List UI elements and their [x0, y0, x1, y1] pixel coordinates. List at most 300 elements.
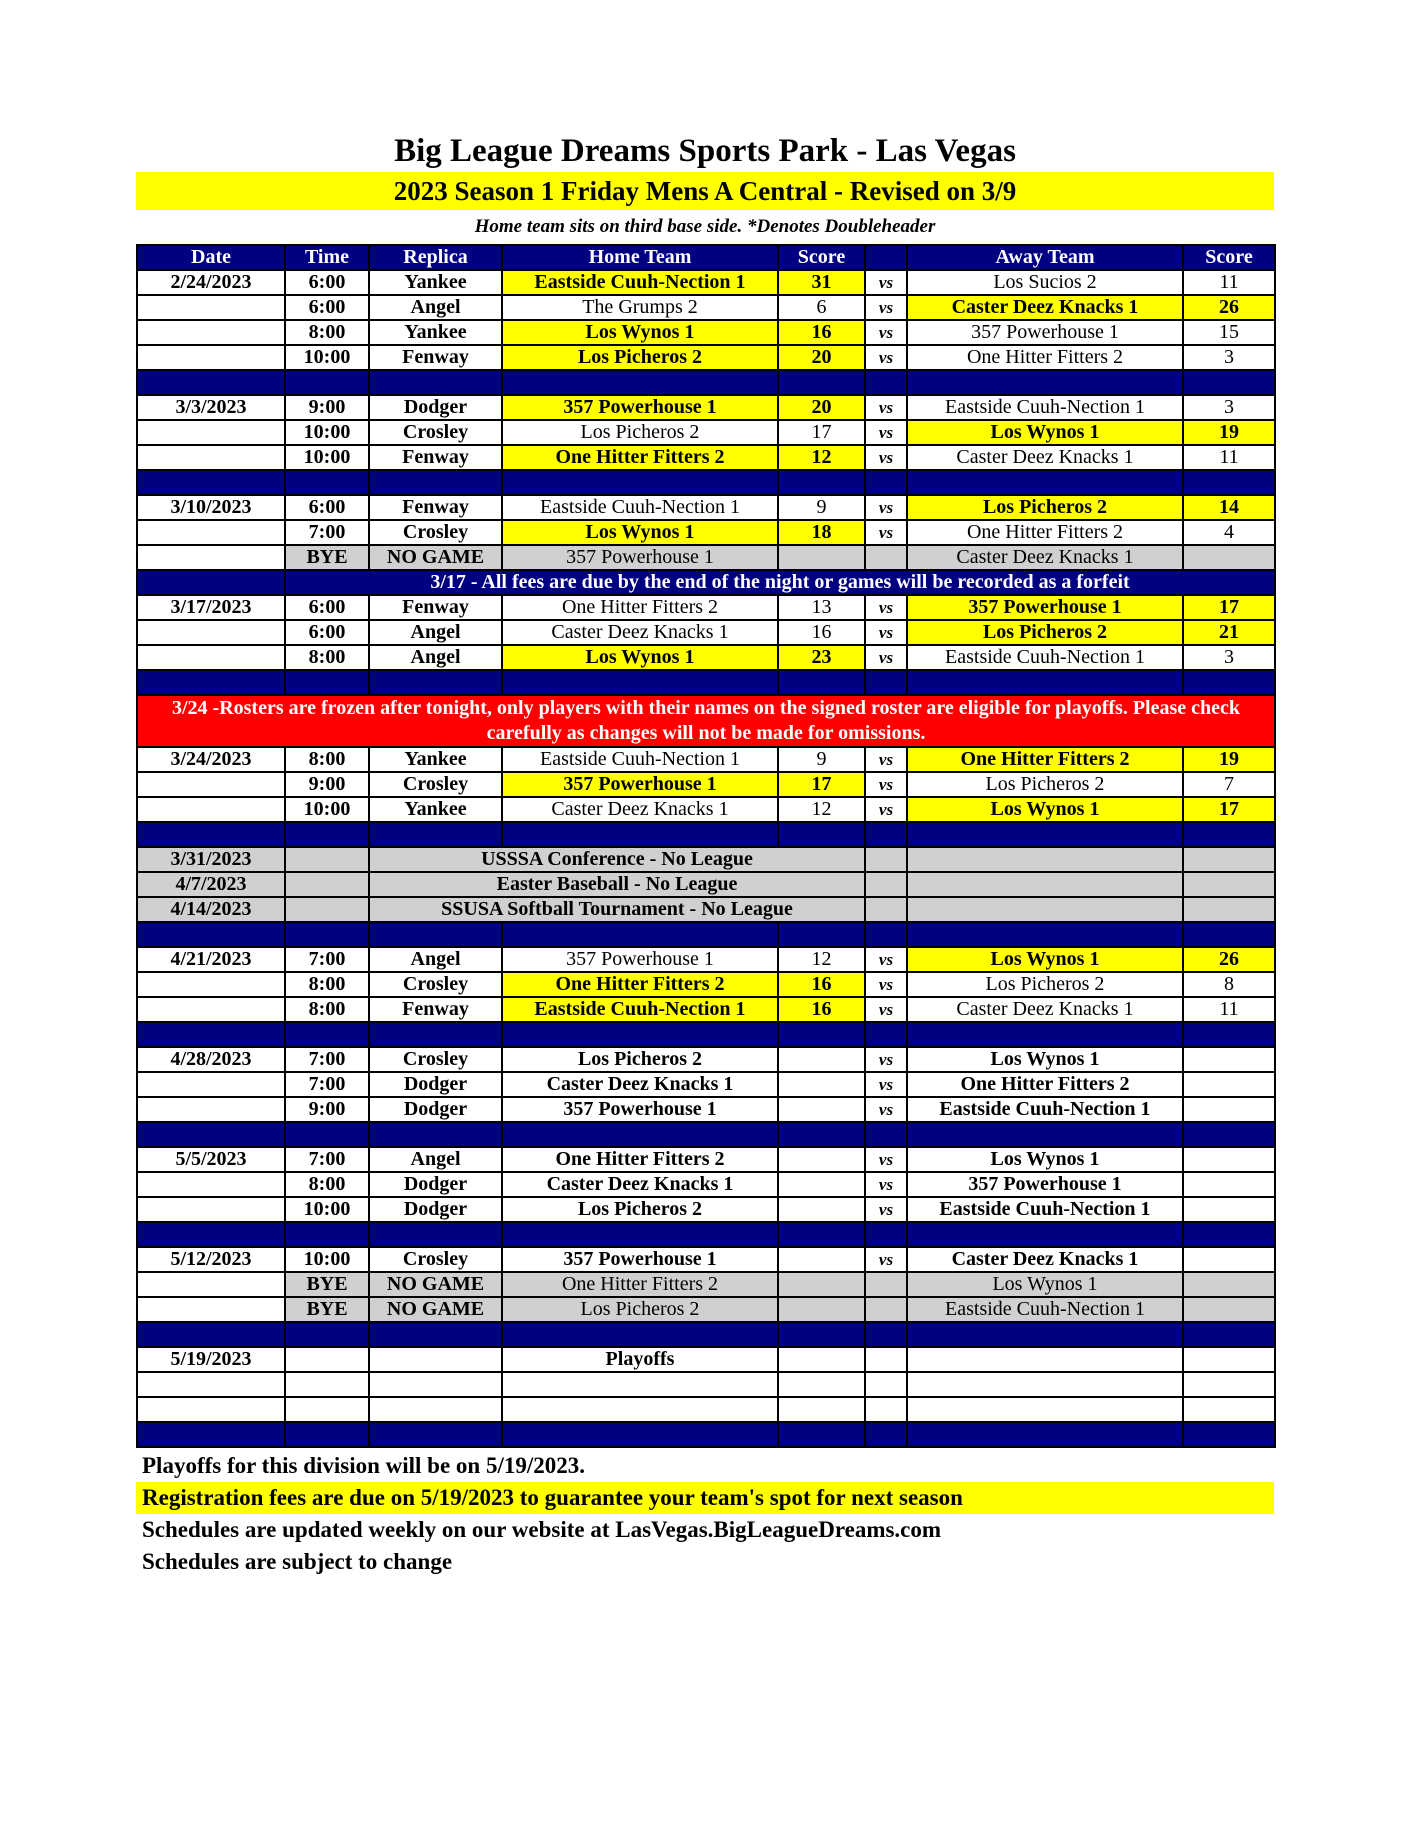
separator-cell — [778, 670, 865, 695]
empty-cell — [285, 847, 369, 872]
schedule-sheet — [136, 130, 1274, 1578]
game-time: 8:00 — [285, 997, 369, 1022]
home-score: 6 — [778, 295, 865, 320]
separator-cell — [285, 1322, 369, 1347]
game-date: 3/17/2023 — [137, 595, 285, 620]
vs-label: vs — [865, 345, 907, 370]
separator-cell — [137, 922, 285, 947]
separator-cell — [907, 922, 1183, 947]
header-away-score: Score — [1183, 245, 1275, 270]
away-team: Los Picheros 2 — [907, 972, 1183, 997]
game-row — [137, 620, 1275, 645]
field-name: Yankee — [369, 320, 502, 345]
separator-cell — [369, 1222, 502, 1247]
vs-label: vs — [865, 797, 907, 822]
separator-cell — [778, 370, 865, 395]
away-score: 19 — [1183, 420, 1275, 445]
game-time: 10:00 — [285, 1197, 369, 1222]
vs-label — [865, 1397, 907, 1422]
game-time: 10:00 — [285, 445, 369, 470]
separator-cell — [865, 1122, 907, 1147]
separator-cell — [285, 1122, 369, 1147]
field-name: Crosley — [369, 420, 502, 445]
home-team-note: Home team sits on third base side. *Denotes Doubleheader — [474, 216, 936, 237]
home-score: 31 — [778, 270, 865, 295]
home-team: Los Picheros 2 — [502, 1297, 778, 1322]
game-date — [137, 1372, 285, 1397]
separator-cell — [1183, 822, 1275, 847]
field-name: Fenway — [369, 445, 502, 470]
separator-cell — [1183, 1022, 1275, 1047]
separator-row — [137, 1222, 1275, 1247]
schedule-table — [136, 244, 1276, 1448]
game-date — [137, 345, 285, 370]
game-time — [285, 1347, 369, 1372]
vs-label: vs — [865, 320, 907, 345]
game-row — [137, 1147, 1275, 1172]
home-score — [778, 1372, 865, 1397]
game-date — [137, 1297, 285, 1322]
separator-cell — [907, 822, 1183, 847]
away-score — [1183, 1272, 1275, 1297]
away-team: One Hitter Fitters 2 — [907, 520, 1183, 545]
separator-cell — [502, 470, 778, 495]
vs-label — [865, 1347, 907, 1372]
separator-cell — [1183, 1222, 1275, 1247]
separator-cell — [778, 1122, 865, 1147]
away-score: 21 — [1183, 620, 1275, 645]
game-time: 6:00 — [285, 295, 369, 320]
vs-label: vs — [865, 1072, 907, 1097]
field-name: NO GAME — [369, 1297, 502, 1322]
away-team: Los Wynos 1 — [907, 947, 1183, 972]
away-score — [1183, 1297, 1275, 1322]
home-score — [778, 1297, 865, 1322]
game-time: 9:00 — [285, 772, 369, 797]
separator-cell — [137, 1022, 285, 1047]
away-score — [1183, 545, 1275, 570]
game-row — [137, 1372, 1275, 1397]
separator-cell — [369, 1322, 502, 1347]
away-team: Los Sucios 2 — [907, 270, 1183, 295]
footer-note: Schedules are updated weekly on our website at LasVegas.BigLeagueDreams.com — [142, 1517, 942, 1542]
bye-row — [137, 1297, 1275, 1322]
footer-notes — [136, 1450, 1274, 1578]
home-team: Playoffs — [502, 1347, 778, 1372]
page-title: Big League Dreams Sports Park - Las Vegas — [394, 133, 1016, 169]
separator-cell — [1183, 1122, 1275, 1147]
home-team: Caster Deez Knacks 1 — [502, 797, 778, 822]
game-time: 8:00 — [285, 747, 369, 772]
game-date — [137, 1397, 285, 1422]
home-team: Los Wynos 1 — [502, 645, 778, 670]
separator-row — [137, 470, 1275, 495]
game-row — [137, 495, 1275, 520]
separator-cell — [865, 1422, 907, 1447]
separator-cell — [137, 670, 285, 695]
separator-cell — [907, 1322, 1183, 1347]
separator-cell — [865, 1322, 907, 1347]
separator-cell — [285, 822, 369, 847]
separator-cell — [137, 1122, 285, 1147]
separator-cell — [778, 822, 865, 847]
field-name: Fenway — [369, 595, 502, 620]
away-team: Caster Deez Knacks 1 — [907, 997, 1183, 1022]
separator-cell — [1183, 670, 1275, 695]
home-team: Caster Deez Knacks 1 — [502, 1072, 778, 1097]
away-score: 14 — [1183, 495, 1275, 520]
home-team: 357 Powerhouse 1 — [502, 1097, 778, 1122]
vs-label: vs — [865, 620, 907, 645]
game-date — [137, 445, 285, 470]
game-time — [285, 1397, 369, 1422]
home-team: Eastside Cuuh-Nection 1 — [502, 997, 778, 1022]
field-name: Fenway — [369, 495, 502, 520]
game-date — [137, 1097, 285, 1122]
separator-row — [137, 922, 1275, 947]
game-time: 7:00 — [285, 947, 369, 972]
vs-label: vs — [865, 1172, 907, 1197]
separator-row — [137, 670, 1275, 695]
game-date: 2/24/2023 — [137, 270, 285, 295]
away-team: Eastside Cuuh-Nection 1 — [907, 645, 1183, 670]
field-name: NO GAME — [369, 545, 502, 570]
field-name: Crosley — [369, 520, 502, 545]
separator-cell — [907, 370, 1183, 395]
game-row — [137, 747, 1275, 772]
no-league-row — [137, 872, 1275, 897]
separator-cell — [285, 1422, 369, 1447]
game-time: 7:00 — [285, 1072, 369, 1097]
empty-cell — [907, 847, 1183, 872]
game-date — [137, 295, 285, 320]
game-row — [137, 1072, 1275, 1097]
home-score: 16 — [778, 972, 865, 997]
field-name: Yankee — [369, 797, 502, 822]
vs-label: vs — [865, 645, 907, 670]
home-score: 16 — [778, 620, 865, 645]
home-score: 12 — [778, 797, 865, 822]
game-time: 6:00 — [285, 270, 369, 295]
game-date — [137, 797, 285, 822]
header-away-team: Away Team — [907, 245, 1183, 270]
game-date — [137, 420, 285, 445]
separator-cell — [907, 470, 1183, 495]
away-team: One Hitter Fitters 2 — [907, 747, 1183, 772]
vs-label — [865, 1372, 907, 1397]
game-row — [137, 1347, 1275, 1372]
away-score: 17 — [1183, 797, 1275, 822]
separator-cell — [502, 822, 778, 847]
empty-cell — [865, 847, 907, 872]
game-row — [137, 1197, 1275, 1222]
vs-label — [865, 1297, 907, 1322]
separator-cell — [285, 370, 369, 395]
header-home-team: Home Team — [502, 245, 778, 270]
field-name: Angel — [369, 620, 502, 645]
vs-label: vs — [865, 1247, 907, 1272]
game-date — [137, 1197, 285, 1222]
separator-cell — [865, 1022, 907, 1047]
field-name: Crosley — [369, 1047, 502, 1072]
header-replica: Replica — [369, 245, 502, 270]
separator-cell — [778, 1322, 865, 1347]
home-team: Los Picheros 2 — [502, 420, 778, 445]
home-team: One Hitter Fitters 2 — [502, 1272, 778, 1297]
schedule-body — [137, 270, 1275, 1447]
home-score — [778, 1097, 865, 1122]
separator-cell — [369, 822, 502, 847]
game-date — [137, 1172, 285, 1197]
home-score — [778, 1247, 865, 1272]
separator-cell — [137, 1322, 285, 1347]
away-team: One Hitter Fitters 2 — [907, 345, 1183, 370]
game-time: 9:00 — [285, 1097, 369, 1122]
home-score — [778, 1147, 865, 1172]
game-time: 10:00 — [285, 797, 369, 822]
game-row — [137, 972, 1275, 997]
separator-cell — [1183, 922, 1275, 947]
game-date — [137, 520, 285, 545]
vs-label — [865, 545, 907, 570]
separator-cell — [502, 922, 778, 947]
header-time: Time — [285, 245, 369, 270]
field-name: Dodger — [369, 1072, 502, 1097]
separator-cell — [907, 1422, 1183, 1447]
home-score: 23 — [778, 645, 865, 670]
game-date — [137, 320, 285, 345]
field-name — [369, 1372, 502, 1397]
no-league-label: Easter Baseball - No League — [369, 872, 865, 897]
away-team: Eastside Cuuh-Nection 1 — [907, 1197, 1183, 1222]
away-team: Los Wynos 1 — [907, 797, 1183, 822]
separator-cell — [907, 1222, 1183, 1247]
game-time: 8:00 — [285, 320, 369, 345]
home-score — [778, 1397, 865, 1422]
away-team: 357 Powerhouse 1 — [907, 595, 1183, 620]
separator-cell — [907, 1022, 1183, 1047]
game-date: 5/12/2023 — [137, 1247, 285, 1272]
home-score: 20 — [778, 345, 865, 370]
game-date: 4/7/2023 — [137, 872, 285, 897]
home-team: 357 Powerhouse 1 — [502, 947, 778, 972]
separator-cell — [285, 922, 369, 947]
game-row — [137, 772, 1275, 797]
home-score: 17 — [778, 772, 865, 797]
game-time: 8:00 — [285, 972, 369, 997]
home-team: Eastside Cuuh-Nection 1 — [502, 270, 778, 295]
game-date: 4/28/2023 — [137, 1047, 285, 1072]
home-team: Los Picheros 2 — [502, 345, 778, 370]
game-date: 5/19/2023 — [137, 1347, 285, 1372]
game-row — [137, 345, 1275, 370]
separator-cell — [865, 922, 907, 947]
away-score: 15 — [1183, 320, 1275, 345]
separator-row — [137, 370, 1275, 395]
vs-label: vs — [865, 395, 907, 420]
separator-cell — [865, 670, 907, 695]
separator-cell — [285, 670, 369, 695]
vs-label: vs — [865, 747, 907, 772]
field-name: Angel — [369, 295, 502, 320]
separator-cell — [865, 370, 907, 395]
field-name: Angel — [369, 947, 502, 972]
vs-label: vs — [865, 1097, 907, 1122]
season-subtitle: 2023 Season 1 Friday Mens A Central - Revised on 3/9 — [136, 172, 1274, 210]
away-score: 11 — [1183, 445, 1275, 470]
game-time: BYE — [285, 545, 369, 570]
home-score — [778, 1347, 865, 1372]
game-time: BYE — [285, 1297, 369, 1322]
away-score: 3 — [1183, 395, 1275, 420]
away-score: 11 — [1183, 997, 1275, 1022]
vs-label: vs — [865, 495, 907, 520]
game-row — [137, 420, 1275, 445]
game-row — [137, 1397, 1275, 1422]
vs-label: vs — [865, 947, 907, 972]
field-name: Crosley — [369, 1247, 502, 1272]
footer-note: Registration fees are due on 5/19/2023 to guarantee your team's spot for next season — [136, 1482, 1274, 1514]
home-team: Los Picheros 2 — [502, 1197, 778, 1222]
home-team: Los Picheros 2 — [502, 1047, 778, 1072]
game-row — [137, 520, 1275, 545]
game-time: 10:00 — [285, 420, 369, 445]
away-team: Caster Deez Knacks 1 — [907, 445, 1183, 470]
away-team: Eastside Cuuh-Nection 1 — [907, 1297, 1183, 1322]
separator-cell — [778, 1422, 865, 1447]
game-date — [137, 620, 285, 645]
game-time: 6:00 — [285, 620, 369, 645]
no-league-label: SSUSA Softball Tournament - No League — [369, 897, 865, 922]
game-date: 4/21/2023 — [137, 947, 285, 972]
game-row — [137, 1247, 1275, 1272]
home-score: 18 — [778, 520, 865, 545]
bye-row — [137, 545, 1275, 570]
home-score: 13 — [778, 595, 865, 620]
field-name: Dodger — [369, 1197, 502, 1222]
home-team: 357 Powerhouse 1 — [502, 395, 778, 420]
home-score: 12 — [778, 947, 865, 972]
separator-cell — [369, 470, 502, 495]
home-score: 16 — [778, 997, 865, 1022]
home-team: Eastside Cuuh-Nection 1 — [502, 747, 778, 772]
separator-cell — [1183, 1422, 1275, 1447]
field-name: Dodger — [369, 1172, 502, 1197]
separator-cell — [502, 1322, 778, 1347]
away-team — [907, 1397, 1183, 1422]
separator-cell — [502, 1122, 778, 1147]
away-score — [1183, 1097, 1275, 1122]
separator-cell — [285, 470, 369, 495]
home-team: 357 Powerhouse 1 — [502, 772, 778, 797]
vs-label — [865, 1272, 907, 1297]
separator-cell — [369, 1422, 502, 1447]
away-team: Los Picheros 2 — [907, 620, 1183, 645]
game-time: 6:00 — [285, 595, 369, 620]
roster-notice: 3/24 -Rosters are frozen after tonight, only players with their names on the signed roster are eligible for playoffs. Please check carefully as changes will not be made for omissions. — [137, 695, 1275, 747]
home-team: Eastside Cuuh-Nection 1 — [502, 495, 778, 520]
field-name — [369, 1347, 502, 1372]
away-score — [1183, 1172, 1275, 1197]
away-score: 8 — [1183, 972, 1275, 997]
separator-cell — [865, 470, 907, 495]
home-team: One Hitter Fitters 2 — [502, 972, 778, 997]
separator-cell — [285, 1222, 369, 1247]
separator-cell — [137, 470, 285, 495]
away-score: 4 — [1183, 520, 1275, 545]
game-row — [137, 295, 1275, 320]
home-score — [778, 545, 865, 570]
separator-cell — [137, 1222, 285, 1247]
away-score — [1183, 1372, 1275, 1397]
field-name: Yankee — [369, 270, 502, 295]
away-team: Los Wynos 1 — [907, 1047, 1183, 1072]
away-team — [907, 1347, 1183, 1372]
away-score — [1183, 1072, 1275, 1097]
separator-cell — [502, 1022, 778, 1047]
field-name: Yankee — [369, 747, 502, 772]
separator-cell — [865, 1222, 907, 1247]
away-score: 17 — [1183, 595, 1275, 620]
game-date — [137, 545, 285, 570]
home-score: 9 — [778, 495, 865, 520]
footer-note: Schedules are subject to change — [142, 1549, 453, 1574]
fees-notice: 3/17 - All fees are due by the end of the night or games will be recorded as a forfeit — [285, 570, 1275, 595]
separator-cell — [907, 1122, 1183, 1147]
separator-cell — [369, 670, 502, 695]
home-team: 357 Powerhouse 1 — [502, 545, 778, 570]
home-score — [778, 1197, 865, 1222]
separator-row — [137, 1122, 1275, 1147]
separator-row — [137, 1322, 1275, 1347]
fees-notice-row — [137, 570, 1275, 595]
separator-cell — [502, 1222, 778, 1247]
separator-cell — [778, 1022, 865, 1047]
separator-cell — [369, 370, 502, 395]
field-name — [369, 1397, 502, 1422]
game-row — [137, 395, 1275, 420]
separator-row — [137, 1022, 1275, 1047]
game-time: 7:00 — [285, 1047, 369, 1072]
home-team: One Hitter Fitters 2 — [502, 445, 778, 470]
game-time: 10:00 — [285, 1247, 369, 1272]
away-score — [1183, 1247, 1275, 1272]
away-team: One Hitter Fitters 2 — [907, 1072, 1183, 1097]
away-score: 19 — [1183, 747, 1275, 772]
header-home-score: Score — [778, 245, 865, 270]
away-team: Caster Deez Knacks 1 — [907, 545, 1183, 570]
game-date — [137, 997, 285, 1022]
separator-cell — [778, 1222, 865, 1247]
vs-label: vs — [865, 295, 907, 320]
away-team: 357 Powerhouse 1 — [907, 320, 1183, 345]
empty-cell — [1183, 847, 1275, 872]
home-team — [502, 1397, 778, 1422]
separator-cell — [1183, 1322, 1275, 1347]
away-team: Eastside Cuuh-Nection 1 — [907, 395, 1183, 420]
away-team: Caster Deez Knacks 1 — [907, 1247, 1183, 1272]
field-name: Crosley — [369, 772, 502, 797]
away-team: Los Wynos 1 — [907, 420, 1183, 445]
game-time: 7:00 — [285, 1147, 369, 1172]
game-date — [137, 1272, 285, 1297]
home-score: 9 — [778, 747, 865, 772]
empty-cell — [1183, 897, 1275, 922]
home-score: 17 — [778, 420, 865, 445]
away-score — [1183, 1147, 1275, 1172]
header-vs — [865, 245, 907, 270]
no-league-label: USSSA Conference - No League — [369, 847, 865, 872]
